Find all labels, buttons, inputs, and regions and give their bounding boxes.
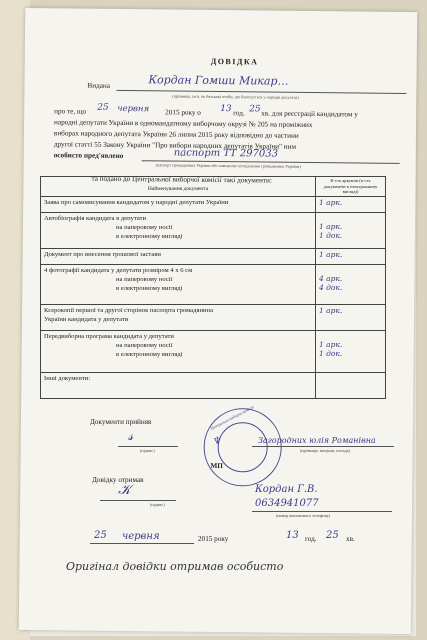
- row-text-line: в електронному вигляді: [116, 232, 183, 240]
- table-row: [41, 196, 386, 212]
- row-count-value: 1 арк.: [319, 305, 343, 315]
- stamp: [203, 404, 282, 487]
- table-row: [41, 212, 386, 248]
- accepted-sign-hint: (підпис): [140, 448, 155, 453]
- table-row: [41, 248, 386, 264]
- footer-year: 2015 року: [198, 535, 229, 543]
- table-row: [41, 304, 386, 330]
- footer-min-label: хв.: [346, 535, 355, 543]
- handwritten-passport: паспорт ТТ 297033: [173, 147, 279, 160]
- table-row: [41, 372, 386, 398]
- row-count-value: 1 арк.: [319, 197, 343, 207]
- row-count: [316, 196, 386, 212]
- accepted-name-line: [252, 446, 394, 447]
- row-count-value: 4 арк.: [319, 273, 343, 283]
- row-count: [316, 330, 386, 372]
- row-text-line: Інші документи:: [44, 374, 91, 382]
- row-doc-name: [41, 372, 316, 398]
- documents-table: [40, 176, 386, 399]
- row-text-line: України кандидата у депутати: [44, 315, 129, 323]
- row-text-line: на паперовому носії: [116, 275, 173, 283]
- row-count: [316, 264, 386, 304]
- row-count-value: 1 арк.: [319, 339, 343, 349]
- stamp-text: Центральна виборча комісія: [209, 404, 255, 431]
- row-count-value: 1 док.: [319, 348, 343, 358]
- row-text-line: Документ про внесення грошової застави: [44, 250, 161, 258]
- row-text-line: 4 фотографії кандидата у депутати розміром 4 х 6 см: [44, 266, 193, 274]
- accepted-label: Документи прийняв: [90, 418, 152, 426]
- row-doc-name: [41, 212, 316, 248]
- accepted-sign-line: [118, 446, 178, 447]
- accepted-signature: 𝓈: [128, 428, 134, 444]
- row-count-value: 1 арк.: [319, 221, 343, 231]
- body-line1-d: хв. для реєстрації кандидатом у: [261, 109, 358, 119]
- received-label: Довідку отримав: [92, 476, 144, 484]
- trident-icon: ♆: [212, 435, 222, 448]
- footer-hour-label: год.: [305, 535, 317, 543]
- row-count: [316, 248, 386, 264]
- row-count: [316, 372, 386, 398]
- row-count-value: 1 арк.: [319, 249, 343, 259]
- row-text-line: Заява про самовисування кандидатом у народні депутати України: [44, 198, 229, 206]
- table-row: [41, 330, 386, 372]
- accepted-hint: (прізвище, ініціали, посада): [300, 448, 350, 453]
- received-sign-hint: (підпис): [150, 502, 165, 507]
- footer-min: 25: [326, 530, 339, 541]
- body-line4: другої статті 55 Закону України "Про вибори народних депутатів України" ним: [53, 140, 297, 151]
- issued-line: [116, 90, 406, 94]
- row-doc-name: [41, 248, 316, 264]
- row-doc-name: [41, 330, 316, 372]
- issued-label: Видана: [87, 81, 111, 90]
- stamp-inner-ring: [217, 422, 268, 473]
- handwritten-month: червня: [117, 103, 150, 115]
- body-line5: особисто пред'явлено: [53, 151, 124, 160]
- passport-hint: (паспорт громадянина України або тимчасове посвідчення громадянина України): [155, 162, 301, 169]
- accepted-name: Загородних юлія Романівна: [258, 436, 376, 445]
- row-doc-name: [41, 196, 316, 212]
- received-phone-line: [252, 511, 392, 512]
- col-header-count: К-сть аркушів (к-сть документів в електронному вигляді): [316, 177, 386, 197]
- body-line3: виборах народного депутата України 26 липня 2015 року відповідно до частини: [53, 129, 299, 140]
- row-text-line: на паперовому носії: [116, 341, 173, 349]
- issued-hint: (прізвище, ім'я, по батькові особи, що балотується у народні депутати): [172, 93, 299, 100]
- handwritten-footnote: Оригінал довідки отримав особисто: [66, 560, 284, 573]
- row-count-value: 4 док.: [319, 282, 343, 292]
- row-count-value: 1 док.: [319, 230, 343, 240]
- issued-to-name: Кордан Гомши Микар…: [148, 73, 289, 88]
- footer-date-line: [90, 543, 194, 544]
- received-phone: 0634941077: [255, 498, 319, 509]
- row-count: [316, 304, 386, 330]
- row-doc-name: [41, 264, 316, 304]
- footer-hour: 13: [286, 530, 299, 541]
- doc-title: ДОВІДКА: [210, 56, 259, 67]
- received-name: Кордан Г.В.: [255, 484, 318, 495]
- body-line6: та подано до Центральної виборчої комісії такі документи:: [91, 174, 272, 185]
- table-header: [41, 177, 386, 197]
- row-text-line: в електронному вигляді: [116, 350, 183, 358]
- handwritten-hour: 13: [220, 104, 232, 115]
- row-count: [316, 212, 386, 248]
- table-row: [41, 264, 386, 304]
- row-text-line: Автобіографія кандидата в депутати: [44, 214, 147, 222]
- hour-unit: год.: [233, 109, 245, 118]
- handwritten-day: 25: [97, 102, 109, 113]
- body-line2: народні депутати України в одномандатному виборчому окрузі № 205 на проміжних: [54, 118, 313, 129]
- footer-month: червня: [122, 531, 160, 542]
- row-text-line: Ксерокопії першої та другої сторінок паспорта громадянина: [44, 306, 213, 314]
- row-text-line: на паперовому носії: [116, 223, 173, 231]
- footer-day: 25: [94, 530, 107, 541]
- col-header-name: Найменування документа: [41, 177, 316, 197]
- received-signature: 𝒦: [118, 482, 132, 498]
- received-phone-hint: (номер контактного телефону): [276, 513, 331, 518]
- received-sign-line: [100, 500, 176, 501]
- body-line1-a: про те, що: [54, 107, 87, 116]
- handwritten-minutes: 25: [249, 104, 261, 115]
- stamp-mp: МП: [210, 461, 223, 471]
- row-doc-name: [41, 304, 316, 330]
- row-text-line: Передвиборна програма кандидата у депутати: [44, 332, 174, 340]
- row-text-line: в електронному вигляді: [116, 284, 183, 292]
- body-line1-b: 2015 року о: [165, 108, 201, 117]
